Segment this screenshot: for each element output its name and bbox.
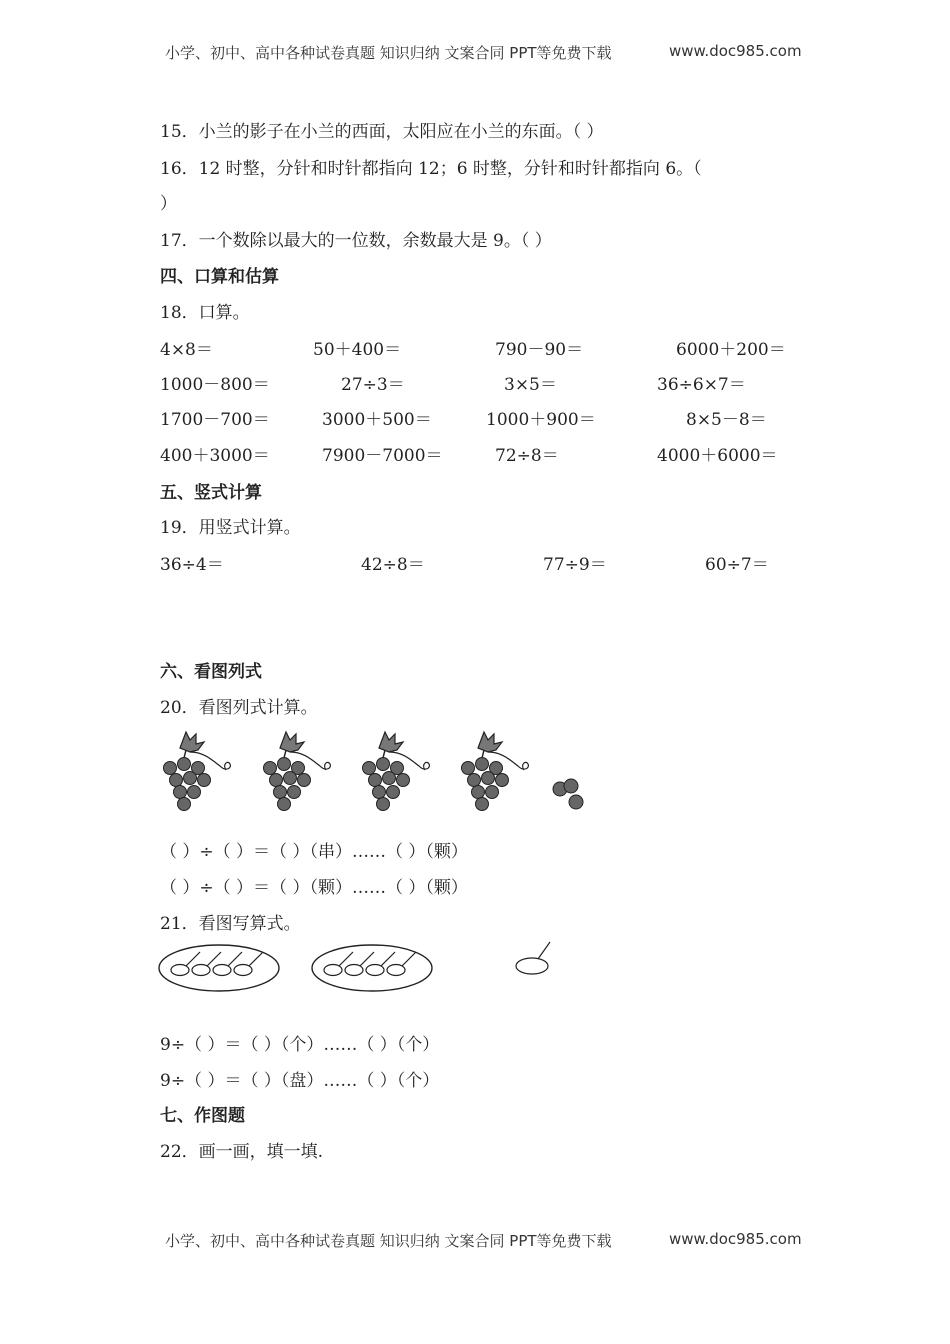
oral-item: 3×5＝: [504, 375, 557, 395]
question-20-line-1: （ ）÷（ ）＝（ ）（串）……（ ）（颗）: [160, 842, 468, 862]
plates-figure: [156, 938, 556, 998]
header-url[interactable]: www.doc985.com: [669, 42, 802, 60]
question-16-cont: ）: [160, 194, 177, 214]
question-18: 18．口算。: [160, 303, 250, 323]
oral-item: 3000＋500＝: [322, 410, 432, 430]
section-7-title: 七、作图题: [160, 1106, 245, 1126]
grape-bunch-icon: [363, 732, 430, 811]
oral-item: 1700－700＝: [160, 410, 270, 430]
question-16: 16．12 时整，分针和时针都指向 12；6 时整，分针和时针都指向 6。（: [160, 159, 702, 179]
loose-grape-icon: [564, 779, 578, 793]
oral-item: 400＋3000＝: [160, 446, 270, 466]
question-21-line-1: 9÷（ ）＝（ ）（个）……（ ）（个）: [160, 1035, 440, 1055]
question-20: 20．看图列式计算。: [160, 698, 318, 718]
question-21: 21．看图写算式。: [160, 914, 301, 934]
question-22: 22．画一画，填一填.: [160, 1142, 324, 1162]
vertical-item: 60÷7＝: [705, 555, 769, 575]
grape-bunch-icon: [164, 732, 231, 811]
oral-item: 790－90＝: [495, 340, 584, 360]
oral-item: 8×5－8＝: [686, 410, 767, 430]
vertical-item: 42÷8＝: [361, 555, 425, 575]
grapes-figure: [160, 728, 600, 820]
oral-item: 36÷6×7＝: [657, 375, 746, 395]
header-text: 小学、初中、高中各种试卷真题 知识归纳 文案合同 PPT等免费下载: [165, 44, 612, 62]
oral-item: 4000＋6000＝: [657, 446, 778, 466]
section-4-title: 四、口算和估算: [160, 267, 279, 287]
plate-2: [312, 945, 432, 991]
grape-bunch-icon: [264, 732, 331, 811]
footer-url[interactable]: www.doc985.com: [669, 1230, 802, 1248]
question-15: 15．小兰的影子在小兰的西面，太阳应在小兰的东面。（ ）: [160, 122, 604, 142]
oral-item: 27÷3＝: [341, 375, 405, 395]
oral-item: 4×8＝: [160, 340, 213, 360]
vertical-item: 77÷9＝: [543, 555, 607, 575]
oral-item: 1000＋900＝: [486, 410, 596, 430]
question-21-line-2: 9÷（ ）＝（ ）（盘）……（ ）（个）: [160, 1071, 440, 1091]
oral-item: 6000＋200＝: [676, 340, 786, 360]
question-19: 19．用竖式计算。: [160, 518, 301, 538]
footer-text: 小学、初中、高中各种试卷真题 知识归纳 文案合同 PPT等免费下载: [165, 1232, 612, 1250]
section-5-title: 五、竖式计算: [160, 483, 262, 503]
vertical-item: 36÷4＝: [160, 555, 224, 575]
section-6-title: 六、看图列式: [160, 662, 262, 682]
question-20-line-2: （ ）÷（ ）＝（ ）（颗）……（ ）（颗）: [160, 878, 468, 898]
grape-bunch-icon: [462, 732, 529, 811]
single-item-icon: [516, 942, 550, 974]
oral-item: 7900－7000＝: [322, 446, 443, 466]
oral-item: 72÷8＝: [495, 446, 559, 466]
oral-item: 50＋400＝: [313, 340, 402, 360]
plate-1: [159, 945, 279, 991]
oral-item: 1000－800＝: [160, 375, 270, 395]
loose-grape-icon: [569, 795, 583, 809]
question-17: 17．一个数除以最大的一位数，余数最大是 9。（ ）: [160, 231, 552, 251]
